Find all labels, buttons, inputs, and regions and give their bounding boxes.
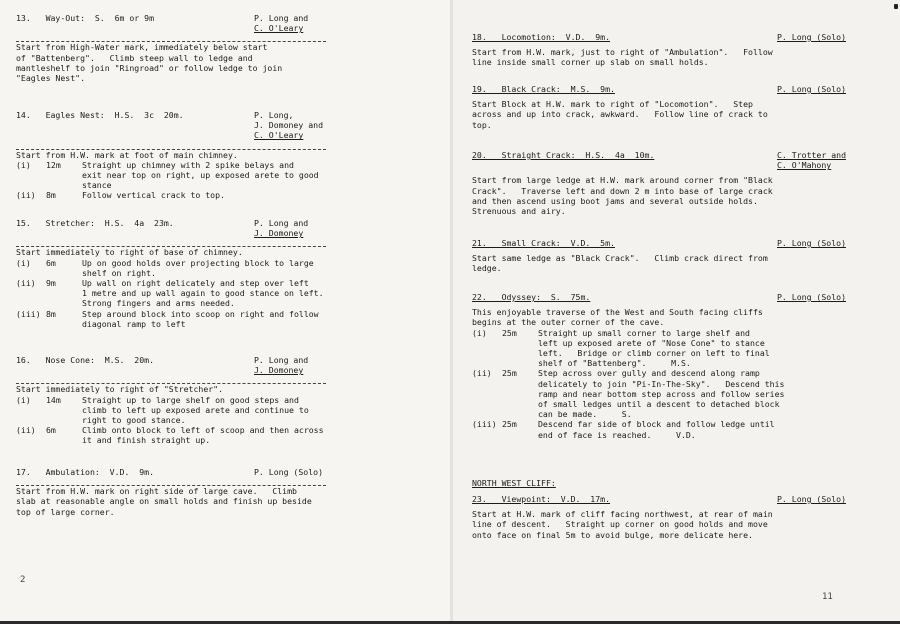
- route-authors: [254, 13, 308, 33]
- route-header: [472, 494, 877, 504]
- route-description-line: top.: [472, 119, 492, 130]
- route-description-line: line inside small corner up slab on small holds.: [472, 57, 709, 68]
- route-author: P. Long (Solo): [777, 84, 847, 94]
- route-header: [16, 13, 421, 33]
- pitch-line: [16, 395, 421, 405]
- pitch-line: [472, 389, 877, 399]
- route-header: [472, 238, 877, 248]
- pitch-number: (ii): [16, 425, 36, 436]
- pitch-description: exit near top on right, up exposed arete to good: [82, 170, 319, 180]
- route-description-line: Start same ledge as "Black Crack". Climb crack direct from: [472, 253, 768, 264]
- route-header: [16, 355, 421, 375]
- route-title: 20. Straight Crack: H.S. 4a 10m.: [472, 150, 655, 160]
- route-author: C. O'Leary: [254, 130, 304, 141]
- route-16: [16, 355, 421, 446]
- route-title: 21. Small Crack: V.D. 5m.: [472, 238, 615, 248]
- route-author: C. Trotter and: [777, 150, 847, 160]
- route-author: J. Domoney: [254, 365, 304, 376]
- route-author: P. Long and: [254, 218, 309, 228]
- pitch-line: [472, 358, 877, 368]
- edge-mark: [894, 4, 898, 9]
- route-authors: [254, 218, 308, 238]
- pitch-number: (ii): [16, 190, 36, 201]
- route-description-line: onto face on final 5m to avoid bulge, more delicate here.: [472, 529, 753, 540]
- page-number-right: 11: [822, 592, 833, 602]
- pitch-line: [16, 190, 421, 200]
- route-header: [472, 32, 877, 42]
- route-author: P. Long and: [254, 13, 309, 23]
- pitch-description: Follow vertical crack to top.: [82, 190, 225, 201]
- route-description-line: Strenuous and airy.: [472, 206, 566, 216]
- route-15: [16, 218, 421, 329]
- pitch-description: right to good stance.: [82, 415, 186, 425]
- route-description-line: Crack". Traverse left and down 2 m into base of large crack: [472, 185, 773, 196]
- route-20: [472, 150, 877, 216]
- pitch-line: [16, 288, 421, 298]
- route-authors: [254, 355, 308, 375]
- route-author: P. Long (Solo): [777, 238, 847, 248]
- pitch-line: [472, 379, 877, 389]
- pitch-line: [16, 298, 421, 308]
- pitch-number: (ii): [472, 368, 492, 379]
- pitch-description: left. Bridge or climb corner on left to final: [538, 348, 770, 358]
- pitch-length: 14m: [46, 394, 61, 405]
- page-bottom-rule: [0, 621, 900, 624]
- pitch-description: Up on good holds over projecting block to large: [82, 257, 314, 268]
- pitch-line: [472, 399, 877, 409]
- route-description-line: and then ascend using boot jams and several outside holds.: [472, 195, 758, 206]
- pitch-number: (ii): [16, 278, 36, 288]
- pitch-length: 25m: [502, 419, 517, 430]
- route-description-line: of "Battenberg". Climb steep wall to ledge and: [16, 52, 253, 63]
- route-description-line: Start at H.W. mark of cliff facing northwest, at rear of main: [472, 509, 773, 520]
- route-authors: [777, 84, 846, 94]
- pitch-description: diagonal ramp to left: [82, 318, 186, 329]
- route-23: [472, 494, 877, 540]
- page-number-left: 2: [20, 575, 26, 585]
- pitch-description: Straight up small corner to large shelf and: [538, 327, 750, 338]
- pitch-line: [16, 435, 421, 445]
- pitch-description: Climb onto block to left of scoop and then across: [82, 425, 324, 436]
- route-authors: [777, 292, 846, 302]
- pitch-line: [16, 160, 421, 170]
- route-authors: [254, 110, 323, 141]
- pitch-description: ramp and near bottom step across and follow series: [538, 388, 785, 399]
- pitch-line: [16, 319, 421, 329]
- pitch-description: can be made. S.: [538, 409, 632, 420]
- route-description-line: Start from High-Water mark, immediately below start: [16, 42, 268, 53]
- dashed-rule: [16, 33, 326, 42]
- pitch-description: end of face is reached. V.D.: [538, 429, 696, 440]
- pitch-length: 8m: [46, 308, 56, 319]
- pitch-number: (i): [16, 394, 31, 405]
- route-19: [472, 84, 877, 130]
- pitch-length: 6m: [46, 257, 56, 268]
- route-title: 18. Locomotion: V.D. 9m.: [472, 32, 611, 42]
- pitch-line: [16, 309, 421, 319]
- route-authors: [777, 32, 846, 42]
- pitch-description: Straight up chimney with 2 spike belays and: [82, 159, 294, 170]
- dashed-rule: [16, 375, 326, 384]
- route-description-line: top of large corner.: [16, 506, 115, 517]
- route-author: J. Domoney and: [254, 120, 324, 131]
- route-description-line: mantleshelf to join "Ringroad" or follow ledge to join: [16, 62, 283, 73]
- pitch-description: climb to left up exposed arete and continue to: [82, 404, 309, 415]
- route-header: [16, 218, 421, 238]
- route-description-line: Start immediately to right of "Stretcher".: [16, 384, 224, 395]
- route-header: [472, 84, 877, 94]
- route-description-line: Start immediately to right of base of chimney.: [16, 247, 243, 258]
- pitch-description: Up wall on right delicately and step over left: [82, 278, 309, 288]
- dashed-rule: [16, 477, 326, 486]
- route-22: [472, 292, 877, 440]
- pitch-description: shelf of "Battenberg". M.S.: [538, 358, 691, 369]
- pitch-description: Step around block into scoop on right and follow: [82, 308, 319, 319]
- pitch-description: left up exposed arete of "Nose Cone" to stance: [538, 337, 765, 348]
- pitch-line: [472, 348, 877, 358]
- route-17: [16, 467, 421, 517]
- route-description-line: "Eagles Nest".: [16, 73, 86, 83]
- pitch-description: Straight up to large shelf on good steps and: [82, 394, 299, 405]
- pitch-description: of small ledges until a descent to detached block: [538, 399, 780, 410]
- pitch-length: 25m: [502, 368, 517, 379]
- pitch-length: 8m: [46, 190, 56, 201]
- route-author: P. Long and: [254, 355, 309, 365]
- route-14: [16, 110, 421, 201]
- route-author: P. Long (Solo): [777, 494, 847, 504]
- pitch-description: shelf on right.: [82, 267, 156, 278]
- pitch-number: (i): [16, 159, 31, 170]
- pitch-description: stance: [82, 180, 112, 191]
- pitch-description: delicately to join "Pi-In-The-Sky". Descend this: [538, 378, 785, 389]
- route-description-line: ledge.: [472, 263, 502, 274]
- route-description-line: Start from H.W. mark at foot of main chimney.: [16, 149, 238, 160]
- pitch-line: [472, 368, 877, 378]
- route-18: [472, 32, 877, 68]
- route-title: 16. Nose Cone: M.S. 20m.: [16, 355, 155, 365]
- dashed-rule: [16, 141, 326, 150]
- section-heading: NORTH WEST CLIFF:: [472, 478, 556, 488]
- route-description-line: slab at reasonable angle on small holds and finish up beside: [16, 496, 312, 507]
- route-description-line: Start from H.W. mark on right side of large cave. Climb: [16, 486, 297, 497]
- route-description-line: begins at the outer corner of the cave.: [472, 317, 665, 328]
- pitch-line: [16, 405, 421, 415]
- pitch-line: [16, 415, 421, 425]
- route-title: 19. Black Crack: M.S. 9m.: [472, 84, 615, 94]
- pitch-line: [16, 258, 421, 268]
- pitch-length: 6m: [46, 425, 56, 436]
- pitch-line: [472, 430, 877, 440]
- route-description-line: Start from large ledge at H.W. mark around corner from "Black: [472, 175, 773, 186]
- pitch-number: (iii): [472, 419, 497, 430]
- pitch-line: [16, 170, 421, 180]
- pitch-line: [472, 328, 877, 338]
- pitch-description: it and finish straight up.: [82, 435, 211, 446]
- route-header: [16, 467, 421, 477]
- pitch-number: (i): [472, 327, 487, 338]
- route-13: [16, 13, 421, 83]
- route-header: [472, 292, 877, 302]
- pitch-line: [472, 419, 877, 429]
- pitch-description: Strong fingers and arms needed.: [82, 298, 235, 309]
- pitch-description: Descend far side of block and follow ledge until: [538, 419, 775, 430]
- route-author: J. Domoney: [254, 228, 304, 239]
- route-author: P. Long (Solo): [777, 32, 847, 42]
- pitch-description: Step across over gully and descend along ramp: [538, 368, 760, 379]
- book-gutter: [450, 0, 453, 638]
- route-authors: [777, 494, 846, 504]
- route-author: C. O'Mahony: [777, 160, 832, 171]
- route-header: [16, 110, 421, 141]
- route-author: P. Long (Solo): [254, 467, 324, 477]
- route-author: P. Long,: [254, 110, 294, 120]
- route-authors: [254, 467, 323, 477]
- route-author: P. Long (Solo): [777, 292, 847, 302]
- pitch-line: [472, 338, 877, 348]
- route-title: 17. Ambulation: V.D. 9m.: [16, 467, 155, 477]
- route-description-line: Start Block at H.W. mark to right of "Locomotion". Step: [472, 99, 753, 110]
- route-authors: [777, 150, 846, 170]
- pitch-length: 9m: [46, 278, 56, 288]
- route-author: C. O'Leary: [254, 23, 304, 34]
- route-description-line: This enjoyable traverse of the West and South facing cliffs: [472, 307, 763, 318]
- route-description-line: across and up into crack, awkward. Follow line of crack to: [472, 109, 768, 120]
- pitch-length: 25m: [502, 327, 517, 338]
- route-description-line: Start from H.W. mark, just to right of "Ambulation". Follow: [472, 47, 773, 58]
- pitch-description: 1 metre and up wall again to good stance on left.: [82, 288, 324, 299]
- route-title: 15. Stretcher: H.S. 4a 23m.: [16, 218, 174, 228]
- route-title: 22. Odyssey: S. 75m.: [472, 292, 591, 302]
- route-description-line: line of descent. Straight up corner on good holds and move: [472, 519, 768, 530]
- route-header: [472, 150, 877, 170]
- route-21: [472, 238, 877, 274]
- pitch-line: [16, 180, 421, 190]
- route-title: 13. Way-Out: S. 6m or 9m: [16, 13, 155, 23]
- pitch-length: 12m: [46, 159, 61, 170]
- pitch-line: [16, 268, 421, 278]
- dashed-rule: [16, 238, 326, 247]
- pitch-line: [16, 425, 421, 435]
- pitch-line: [16, 278, 421, 288]
- pitch-line: [472, 409, 877, 419]
- route-title: 23. Viewpoint: V.D. 17m.: [472, 494, 611, 504]
- route-authors: [777, 238, 846, 248]
- route-title: 14. Eagles Nest: H.S. 3c 20m.: [16, 110, 184, 120]
- pitch-number: (iii): [16, 308, 41, 319]
- pitch-number: (i): [16, 257, 31, 268]
